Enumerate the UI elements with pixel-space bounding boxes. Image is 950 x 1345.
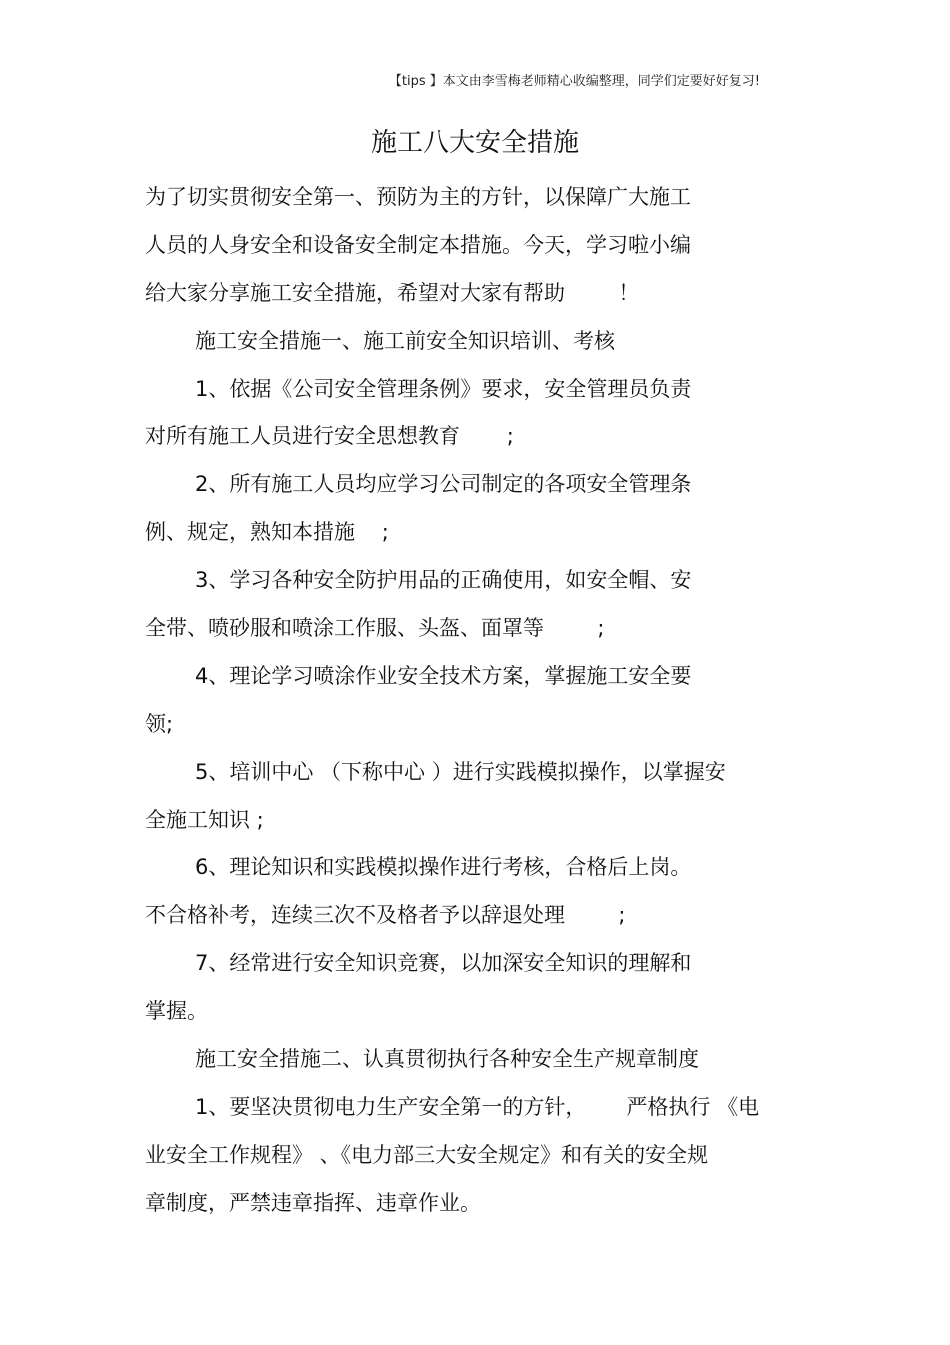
body-line: 全带、喷砂服和喷涂工作服、头盔、面罩等 ; — [145, 616, 605, 641]
document-title: 施工八大安全措施 — [370, 128, 579, 158]
body-line: 5、培训中心 （下称中心 ）进行实践模拟操作，以掌握安 — [195, 759, 726, 784]
body-line: 对所有施工人员进行安全思想教育 ; — [145, 424, 514, 449]
body-line: 章制度，严禁违章指挥、违章作业。 — [145, 1190, 481, 1215]
body-line: 7、经常进行安全知识竞赛，以加深安全知识的理解和 — [195, 951, 692, 976]
body-line: 不合格补考，连续三次不及格者予以辞退处理 ; — [145, 903, 626, 928]
body-line: 2、所有施工人员均应学习公司制定的各项安全管理条 — [195, 472, 692, 497]
body-line: 4、理论学习喷涂作业安全技术方案，掌握施工安全要 — [195, 663, 692, 688]
body-line: 人员的人身安全和设备安全制定本措施。今天，学习啦小编 — [145, 232, 691, 257]
body-line: 全施工知识 ; — [145, 807, 264, 832]
section-heading-2: 施工安全措施二、认真贯彻执行各种安全生产规章制度 — [195, 1047, 699, 1072]
body-line: 3、学习各种安全防护用品的正确使用，如安全帽、安 — [195, 568, 692, 593]
body-line: 1、要坚决贯彻电力生产安全第一的方针， 严格执行 《电 — [195, 1094, 760, 1119]
body-line: 为了切实贯彻安全第一、预防为主的方针，以保障广大施工 — [145, 185, 691, 209]
body-line: 给大家分享施工安全措施，希望对大家有帮助 ！ — [145, 280, 640, 305]
section-heading-1: 施工安全措施一、施工前安全知识培训、考核 — [195, 328, 615, 353]
body-line: 1、依据《公司安全管理条例》要求，安全管理员负责 — [195, 376, 692, 401]
document-body — [145, 178, 825, 1232]
body-line: 业安全工作规程》 、《电力部三大安全规定》和有关的安全规 — [145, 1142, 709, 1167]
body-line: 例、规定，熟知本措施 ; — [145, 520, 389, 545]
body-line: 掌握。 — [145, 999, 208, 1024]
header-tips-note: 【tips 】本文由李雪梅老师精心收编整理，同学们定要好好复习! — [388, 74, 760, 89]
body-line: 6、理论知识和实践模拟操作进行考核，合格后上岗。 — [195, 855, 692, 880]
body-line: 领; — [145, 711, 174, 736]
